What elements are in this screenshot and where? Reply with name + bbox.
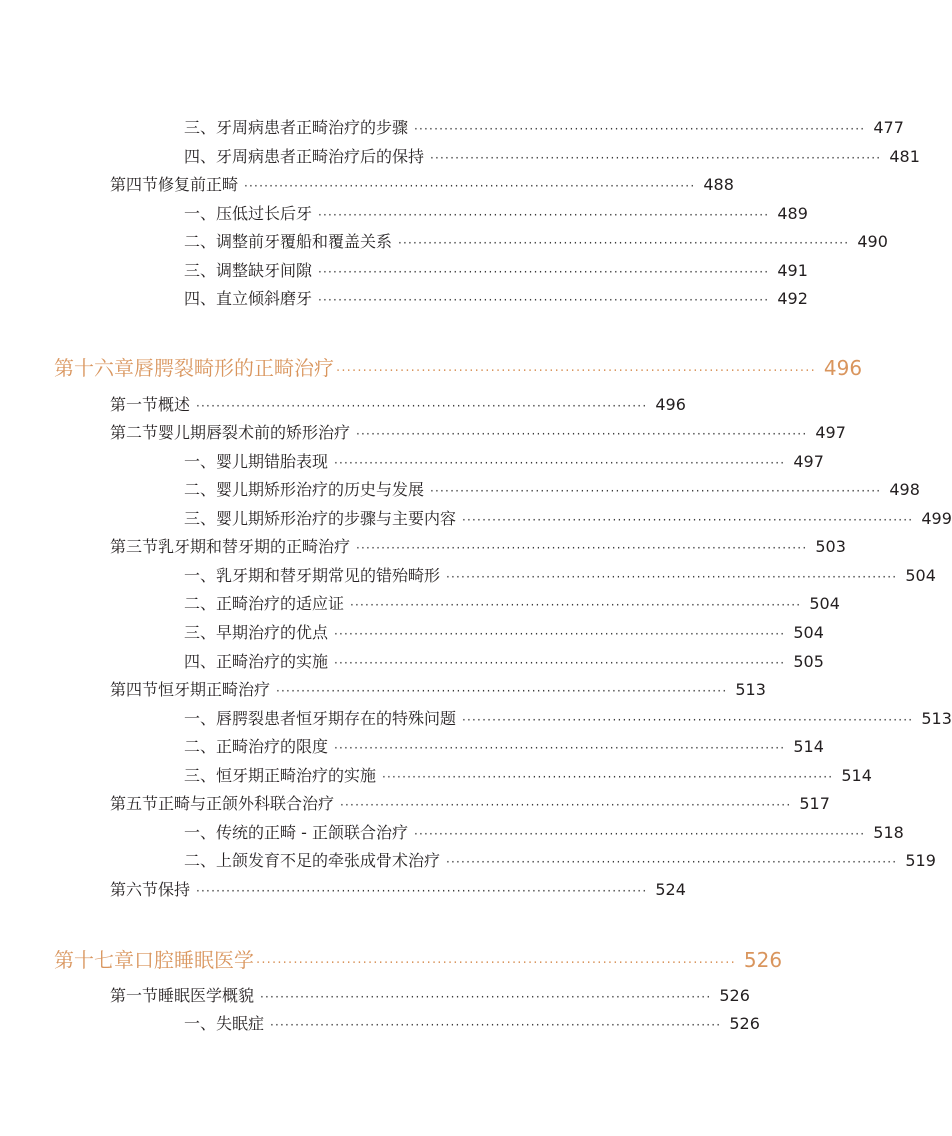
toc-entry[interactable] bbox=[110, 652, 824, 671]
entry-title: 乳牙期和替牙期的正畸治疗 bbox=[158, 537, 351, 556]
dot-leader: ·························································································· bbox=[318, 265, 770, 279]
toc-entry[interactable] bbox=[110, 709, 952, 728]
toc-entry[interactable] bbox=[110, 452, 824, 471]
toc-chapter-entry[interactable] bbox=[54, 356, 863, 380]
dot-leader: ·························································································· bbox=[462, 713, 914, 727]
page-number: 498 bbox=[889, 480, 920, 499]
toc-entry[interactable] bbox=[110, 480, 920, 499]
page-number: 524 bbox=[655, 880, 686, 899]
dot-leader: ·························································································· bbox=[196, 884, 648, 898]
section-number: 第五节 bbox=[110, 794, 159, 813]
toc-section-entry[interactable] bbox=[110, 395, 686, 414]
page-number: 477 bbox=[873, 118, 904, 137]
page-number: 491 bbox=[777, 261, 808, 280]
toc-section-entry[interactable] bbox=[110, 794, 830, 813]
page-number: 517 bbox=[799, 794, 830, 813]
toc-entry[interactable] bbox=[110, 261, 808, 280]
page-number: 526 bbox=[729, 1014, 760, 1033]
dot-leader: ·························································································· bbox=[356, 541, 808, 555]
page-number: 519 bbox=[905, 851, 936, 870]
entry-title: 二、正畸治疗的适应证 bbox=[184, 594, 345, 613]
dot-leader: ·························································································· bbox=[318, 293, 770, 307]
toc-section-entry[interactable] bbox=[110, 680, 766, 699]
entry-title: 修复前正畸 bbox=[158, 175, 239, 194]
toc-section-entry[interactable] bbox=[110, 986, 750, 1005]
dot-leader: ·························································································· bbox=[334, 656, 786, 670]
toc-entry[interactable] bbox=[110, 737, 824, 756]
dot-leader: ·························································································· bbox=[334, 627, 786, 641]
entry-title: 四、直立倾斜磨牙 bbox=[184, 289, 313, 308]
chapter-title: 口腔睡眠医学 bbox=[134, 948, 254, 972]
dot-leader: ·························································································· bbox=[340, 798, 792, 812]
toc-entry[interactable] bbox=[110, 823, 904, 842]
dot-leader: ·························································································· bbox=[334, 741, 786, 755]
dot-leader: ·························································································· bbox=[256, 956, 736, 971]
dot-leader: ·························································································· bbox=[318, 208, 770, 222]
entry-title: 一、压低过长后牙 bbox=[184, 204, 313, 223]
entry-title: 四、正畸治疗的实施 bbox=[184, 652, 329, 671]
dot-leader: ·························································································· bbox=[276, 684, 728, 698]
toc-entry[interactable] bbox=[110, 766, 872, 785]
toc-entry[interactable] bbox=[110, 204, 808, 223]
section-number: 第二节 bbox=[110, 423, 159, 442]
dot-leader: ·························································································· bbox=[446, 855, 898, 869]
page-number: 505 bbox=[793, 652, 824, 671]
entry-title: 二、调整前牙覆船和覆盖关系 bbox=[184, 232, 393, 251]
entry-title: 睡眠医学概貌 bbox=[158, 986, 255, 1005]
section-number: 第一节 bbox=[110, 986, 159, 1005]
toc-section-entry[interactable] bbox=[110, 175, 734, 194]
page-number: 489 bbox=[777, 204, 808, 223]
entry-title: 二、上颌发育不足的牵张成骨术治疗 bbox=[184, 851, 441, 870]
dot-leader: ·························································································· bbox=[382, 770, 834, 784]
page-number: 499 bbox=[921, 509, 952, 528]
dot-leader: ·························································································· bbox=[244, 179, 696, 193]
dot-leader: ·························································································· bbox=[414, 122, 866, 136]
toc-section-entry[interactable] bbox=[110, 880, 686, 899]
chapter-title: 唇腭裂畸形的正畸治疗 bbox=[134, 356, 334, 380]
section-number: 第一节 bbox=[110, 395, 159, 414]
entry-title: 一、乳牙期和替牙期常见的错殆畸形 bbox=[184, 566, 441, 585]
entry-title: 二、婴儿期矫形治疗的历史与发展 bbox=[184, 480, 425, 499]
page-number: 490 bbox=[857, 232, 888, 251]
page-number: 481 bbox=[889, 147, 920, 166]
toc-entry[interactable] bbox=[110, 232, 888, 251]
chapter-number: 第十六章 bbox=[54, 356, 134, 380]
entry-title: 三、早期治疗的优点 bbox=[184, 623, 329, 642]
dot-leader: ·························································································· bbox=[356, 427, 808, 441]
page-number: 504 bbox=[793, 623, 824, 642]
entry-title: 三、牙周病患者正畸治疗的步骤 bbox=[184, 118, 409, 137]
entry-title: 一、失眠症 bbox=[184, 1014, 265, 1033]
page-number: 504 bbox=[905, 566, 936, 585]
entry-title: 四、牙周病患者正畸治疗后的保持 bbox=[184, 147, 425, 166]
page-number: 492 bbox=[777, 289, 808, 308]
toc-chapter-entry[interactable] bbox=[54, 948, 783, 972]
section-number: 第三节 bbox=[110, 537, 159, 556]
dot-leader: ·························································································· bbox=[350, 598, 802, 612]
dot-leader: ·························································································· bbox=[446, 570, 898, 584]
dot-leader: ·························································································· bbox=[413, 827, 866, 841]
dot-leader: ·························································································· bbox=[260, 990, 712, 1004]
entry-title: 二、正畸治疗的限度 bbox=[184, 737, 329, 756]
toc-entry[interactable] bbox=[110, 509, 952, 528]
toc-entry[interactable] bbox=[110, 118, 904, 137]
toc-entry[interactable] bbox=[110, 851, 936, 870]
page-number: 497 bbox=[815, 423, 846, 442]
dot-leader: ·························································································· bbox=[196, 399, 648, 413]
dot-leader: ·························································································· bbox=[430, 151, 882, 165]
entry-title: 正畸与正颌外科联合治疗 bbox=[158, 794, 335, 813]
entry-title: 婴儿期唇裂术前的矫形治疗 bbox=[158, 423, 351, 442]
dot-leader: ·························································································· bbox=[336, 364, 816, 379]
toc-entry[interactable] bbox=[110, 289, 808, 308]
section-number: 第四节 bbox=[110, 175, 159, 194]
toc-entry[interactable] bbox=[110, 147, 920, 166]
toc-entry[interactable] bbox=[110, 594, 840, 613]
toc-entry[interactable] bbox=[110, 566, 936, 585]
dot-leader: ·························································································· bbox=[270, 1018, 722, 1032]
entry-title: 恒牙期正畸治疗 bbox=[158, 680, 271, 699]
page-number: 503 bbox=[815, 537, 846, 556]
entry-title: 一、婴儿期错胎表现 bbox=[184, 452, 329, 471]
entry-title: 概述 bbox=[158, 395, 191, 414]
page-number: 497 bbox=[793, 452, 824, 471]
page-number: 514 bbox=[793, 737, 824, 756]
dot-leader: ·························································································· bbox=[398, 236, 850, 250]
toc-section-entry[interactable] bbox=[110, 537, 846, 556]
page-number: 488 bbox=[703, 175, 734, 194]
toc-entry[interactable] bbox=[110, 1014, 760, 1033]
entry-title: 保持 bbox=[158, 880, 191, 899]
page-number: 496 bbox=[655, 395, 686, 414]
entry-title: 三、恒牙期正畸治疗的实施 bbox=[184, 766, 377, 785]
page-number: 496 bbox=[823, 356, 863, 380]
entry-title: 一、唇腭裂患者恒牙期存在的特殊问题 bbox=[184, 709, 457, 728]
dot-leader: ·························································································· bbox=[334, 456, 786, 470]
dot-leader: ·························································································· bbox=[462, 513, 914, 527]
entry-title: 一、传统的正畸 - 正颌联合治疗 bbox=[184, 823, 408, 842]
dot-leader: ·························································································· bbox=[430, 484, 882, 498]
entry-title: 三、婴儿期矫形治疗的步骤与主要内容 bbox=[184, 509, 457, 528]
toc-section-entry[interactable] bbox=[110, 423, 846, 442]
page-number: 514 bbox=[841, 766, 872, 785]
section-number: 第六节 bbox=[110, 880, 159, 899]
page-number: 513 bbox=[921, 709, 952, 728]
page-number: 518 bbox=[873, 823, 904, 842]
page-number: 504 bbox=[809, 594, 840, 613]
page-number: 526 bbox=[719, 986, 750, 1005]
page-number: 526 bbox=[743, 948, 783, 972]
chapter-number: 第十七章 bbox=[54, 948, 134, 972]
toc-entry[interactable] bbox=[110, 623, 824, 642]
page-number: 513 bbox=[735, 680, 766, 699]
section-number: 第四节 bbox=[110, 680, 159, 699]
entry-title: 三、调整缺牙间隙 bbox=[184, 261, 313, 280]
